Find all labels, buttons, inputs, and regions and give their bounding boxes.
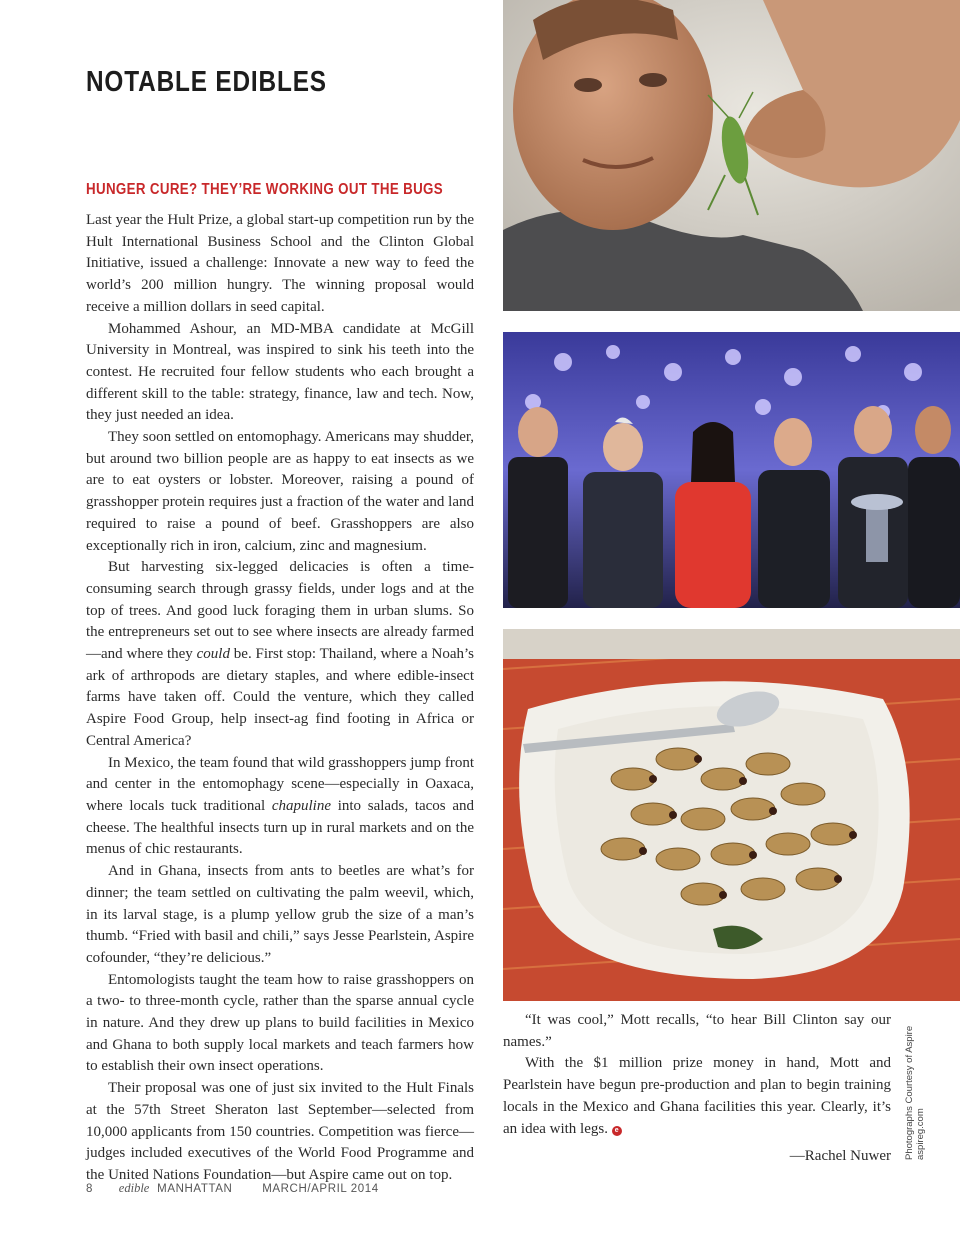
- photo-credit-url: aspireg.com: [915, 1108, 926, 1160]
- photo-award-ceremony: [503, 332, 960, 608]
- text-run: But harvesting six-legged delicacies is often a time-consuming search through grassy fields, under logs and at the top of trees. And good luck foraging them in urban slums. So the entrepreneurs set out to see where insects are already farmed—and where they: [86, 559, 474, 663]
- article-body-right: [503, 1010, 891, 1168]
- article-paragraph: [503, 1053, 891, 1140]
- end-mark-icon: e: [612, 1126, 622, 1136]
- emphasis-word: could: [196, 646, 230, 663]
- article-body-left: [86, 210, 474, 1187]
- text-run: With the $1 million prize money in hand, Mott and Pearlstein have begun pre-production and plan to begin training locals in the Mexico and Ghana facilities this year. Clearly, it’s an idea with legs.: [503, 1055, 891, 1137]
- insect-dish-illustration: [503, 629, 960, 1001]
- section-title: NOTABLE EDIBLES: [86, 66, 327, 98]
- magazine-name-edible: edible: [118, 1181, 150, 1195]
- article-paragraph: [86, 557, 474, 752]
- issue-date: MARCH/APRIL 2014: [262, 1183, 379, 1195]
- article-paragraph: Mohammed Ashour, an MD-MBA candidate at McGill University in Montreal, was inspired to sink his teeth into the contest. He recruited four fellow students who each brought a different skill to the table: strategy, finance, law and tech. Now, they just needed an idea.: [86, 320, 474, 424]
- byline: —Rachel Nuwer: [789, 1148, 891, 1165]
- photo-insect-dish: [503, 629, 960, 1001]
- emphasis-word: chapuline: [271, 797, 332, 814]
- text-run: into salads, tacos and cheese. The healthful insects turn up in rural markets and on the menus of chic restaurants.: [86, 797, 474, 858]
- page-number: 8: [86, 1183, 93, 1195]
- article-paragraph: “It was cool,” Mott recalls, “to hear Bill Clinton say our names.”: [503, 1012, 891, 1050]
- page-footer: [86, 1181, 379, 1196]
- award-ceremony-illustration: [503, 332, 960, 608]
- article-paragraph: Entomologists taught the team how to raise grasshoppers on a two- to three-month cycle, rather than the sparse annual cycle in nature. And they drew up plans to build facilities in Mexico and Ghana to both supply local markets and teach farmers how to establish their own insect operations.: [86, 971, 474, 1075]
- article-paragraph: Their proposal was one of just six invited to the Hult Finals at the 57th Street Sheraton last September—selected from 10,000 applicants from 150 countries. Competition was fierce—judges included executives of the World Food Programme and the United Nations Foundation—but Aspire came out on top.: [86, 1080, 474, 1183]
- grasshopper-portrait-illustration: [503, 0, 960, 311]
- article-paragraph: Last year the Hult Prize, a global start-up competition run by the Hult International Business School and the Clinton Global Initiative, issued a challenge: Innovate a new way to feed the world’s 200 million hungry. The winning proposal would receive a million dollars in seed capital.: [86, 212, 474, 315]
- magazine-name-manhattan: MANHATTAN: [157, 1183, 233, 1195]
- photo-credit: [904, 1026, 926, 1160]
- photo-grasshopper-portrait: [503, 0, 960, 311]
- article-paragraph: They soon settled on entomophagy. Americans may shudder, but around two billion people are as happy to eat insects as we are to eat oysters or lobster. Moreover, raising a pound of grasshopper protein requires just a fraction of the water and land required to raise a pound of beef. Grasshoppers are also exceptionally rich in iron, calcium, zinc and magnesium.: [86, 429, 474, 554]
- article-headline: HUNGER CURE? THEY’RE WORKING OUT THE BUGS: [86, 181, 443, 198]
- text-run: be. First stop: Thailand, where a Noah’s ark of arthropods are dietary staples, and where edible-insect farms have taken off. Could the venture, which they called Aspire Food Group, help insect-ag find footing in Africa or Central America?: [86, 646, 474, 749]
- article-paragraph: [86, 753, 474, 862]
- article-paragraph: And in Ghana, insects from ants to beetles are what’s for dinner; the team settled on cultivating the palm weevil, which, in its larval stage, is a plump yellow grub the size of a man’s thumb. “Fried with basil and chili,” says Jesse Pearlstein, Aspire cofounder, “they’re delicious.”: [86, 863, 474, 966]
- text-run: In Mexico, the team found that wild grasshoppers jump front and center in the entomophagy scene—especially in Oaxaca, where locals tuck traditional: [86, 754, 474, 814]
- photo-credit-line: Photographs Courtesy of Aspire: [904, 1025, 915, 1160]
